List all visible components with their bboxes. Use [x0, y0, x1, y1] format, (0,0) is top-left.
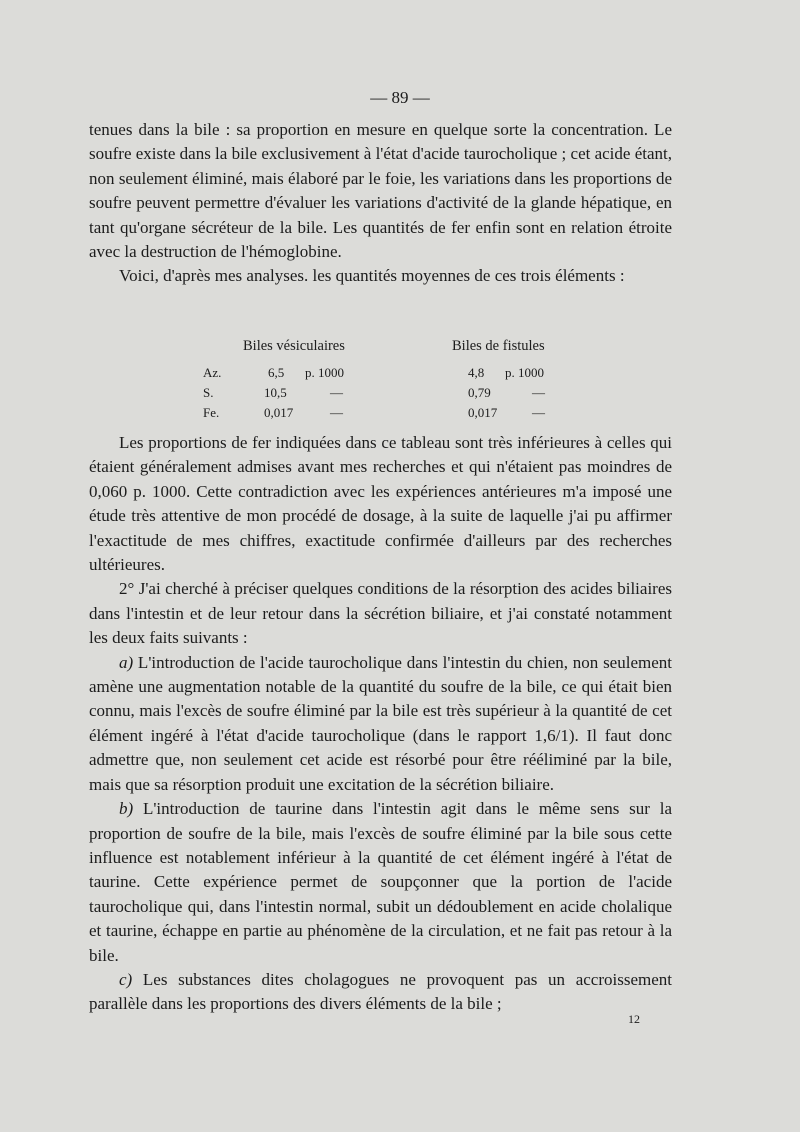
paragraph-text: L'introduction de l'acide taurocholique dans l'intestin du chien, non seulement amène une augmentation notable de la quantité du soufre de la bile, ce qui était bien connu, mais l'excès de soufre éliminé par la bile est très supérieur à la quantité de cet élément ingéré à l'état d'acide taurocholique (dans le rapport 1,6/1). Il faut donc admettre que, non seulement cet acide est résorbé pour être rééliminé par la bile, mais que sa résorption produit une excitation de la sécrétion biliaire. [89, 652, 672, 794]
cell-unit: p. 1000 [305, 365, 344, 380]
cell-value: 0,79 [468, 385, 491, 400]
table-row [200, 405, 600, 425]
paragraph [89, 797, 672, 968]
signature-mark: 12 [628, 1012, 640, 1026]
page-number: — 89 — [370, 88, 430, 107]
cell-value: 6,5 [268, 365, 285, 380]
cell-unit: — [330, 405, 343, 420]
paragraph [89, 651, 672, 797]
cell-value: 10,5 [264, 385, 287, 400]
cell-unit: p. 1000 [505, 365, 544, 380]
table-row [200, 385, 600, 405]
row-label: S. [203, 385, 214, 400]
paragraph-text: L'introduction de taurine dans l'intestin agit dans le même sens sur la proportion de soufre de la bile, mais l'excès de soufre éliminé par la bile sous cette influence est notablement inférieur à la quantité de cet élément ingéré à l'état de taurine. Cette expérience permet de soupçonner que la portion de l'acide taurocholique qui, dans l'intestin normal, subit un dédoublement en acide cholalique et taurine, échappe en partie au phénomène de la circulation, et ne fait pas retour à la bile. [89, 799, 672, 965]
cell-value: 0,017 [264, 405, 294, 420]
list-marker: c) [119, 969, 133, 989]
paragraph-text: Les substances dites cholagogues ne provoquent pas un accroissement parallèle dans les proportions des divers éléments de la bile ; [89, 969, 672, 1014]
paragraph [89, 968, 672, 1017]
table-row [200, 365, 600, 385]
cell-unit: — [532, 385, 545, 400]
paragraph: Voici, d'après mes analyses. les quantités moyennes de ces trois éléments : [119, 266, 625, 286]
cell-value: 0,017 [468, 405, 498, 420]
cell-value: 4,8 [468, 365, 485, 380]
text-block-bottom [89, 431, 672, 1017]
list-marker: b) [119, 799, 134, 819]
cell-unit: — [532, 405, 545, 420]
cell-unit: — [330, 385, 343, 400]
row-label: Az. [203, 365, 222, 380]
text-block-top [89, 118, 672, 289]
paragraph: tenues dans la bile : sa proportion en mesure en quelque sorte la concentration. Le soufre existe dans la bile exclusivement à l'état d'acide taurocholique ; cet acide étant, non seulement éliminé, mais élaboré par le foie, les variations dans les proportions de soufre peuvent permettre d'évaluer les variations d'activité de la glande hépatique, en tant qu'organe sécréteur de la bile. Les quantités de fer enfin sont en relation étroite avec la destruction de l'hémoglobine. [89, 120, 672, 262]
paragraph [89, 431, 672, 577]
paragraph-text: 2° J'ai cherché à préciser quelques conditions de la résorption des acides biliaires dans l'intestin et de leur retour dans la sécrétion biliaire, et j'ai constaté notamment les deux faits suivants : [89, 579, 672, 648]
column-header-fistula: Biles de fistules [452, 338, 545, 354]
list-marker: a) [119, 652, 134, 672]
paragraph [89, 577, 672, 650]
paragraph-text: Les proportions de fer indiquées dans ce tableau sont très inférieures à celles qui étaient généralement admises avant mes recherches et qui n'étaient pas moindres de 0,060 p. 1000. Cette contradiction avec les expériences antérieures m'a imposé une étude très attentive de mon procédé de dosage, à la suite de laquelle j'ai pu affirmer l'exactitude de mes chiffres, exactitude confirmée d'ailleurs par des recherches ultérieures. [89, 433, 672, 575]
column-header-vesicular: Biles vésiculaires [243, 338, 345, 354]
row-label: Fe. [203, 405, 220, 420]
